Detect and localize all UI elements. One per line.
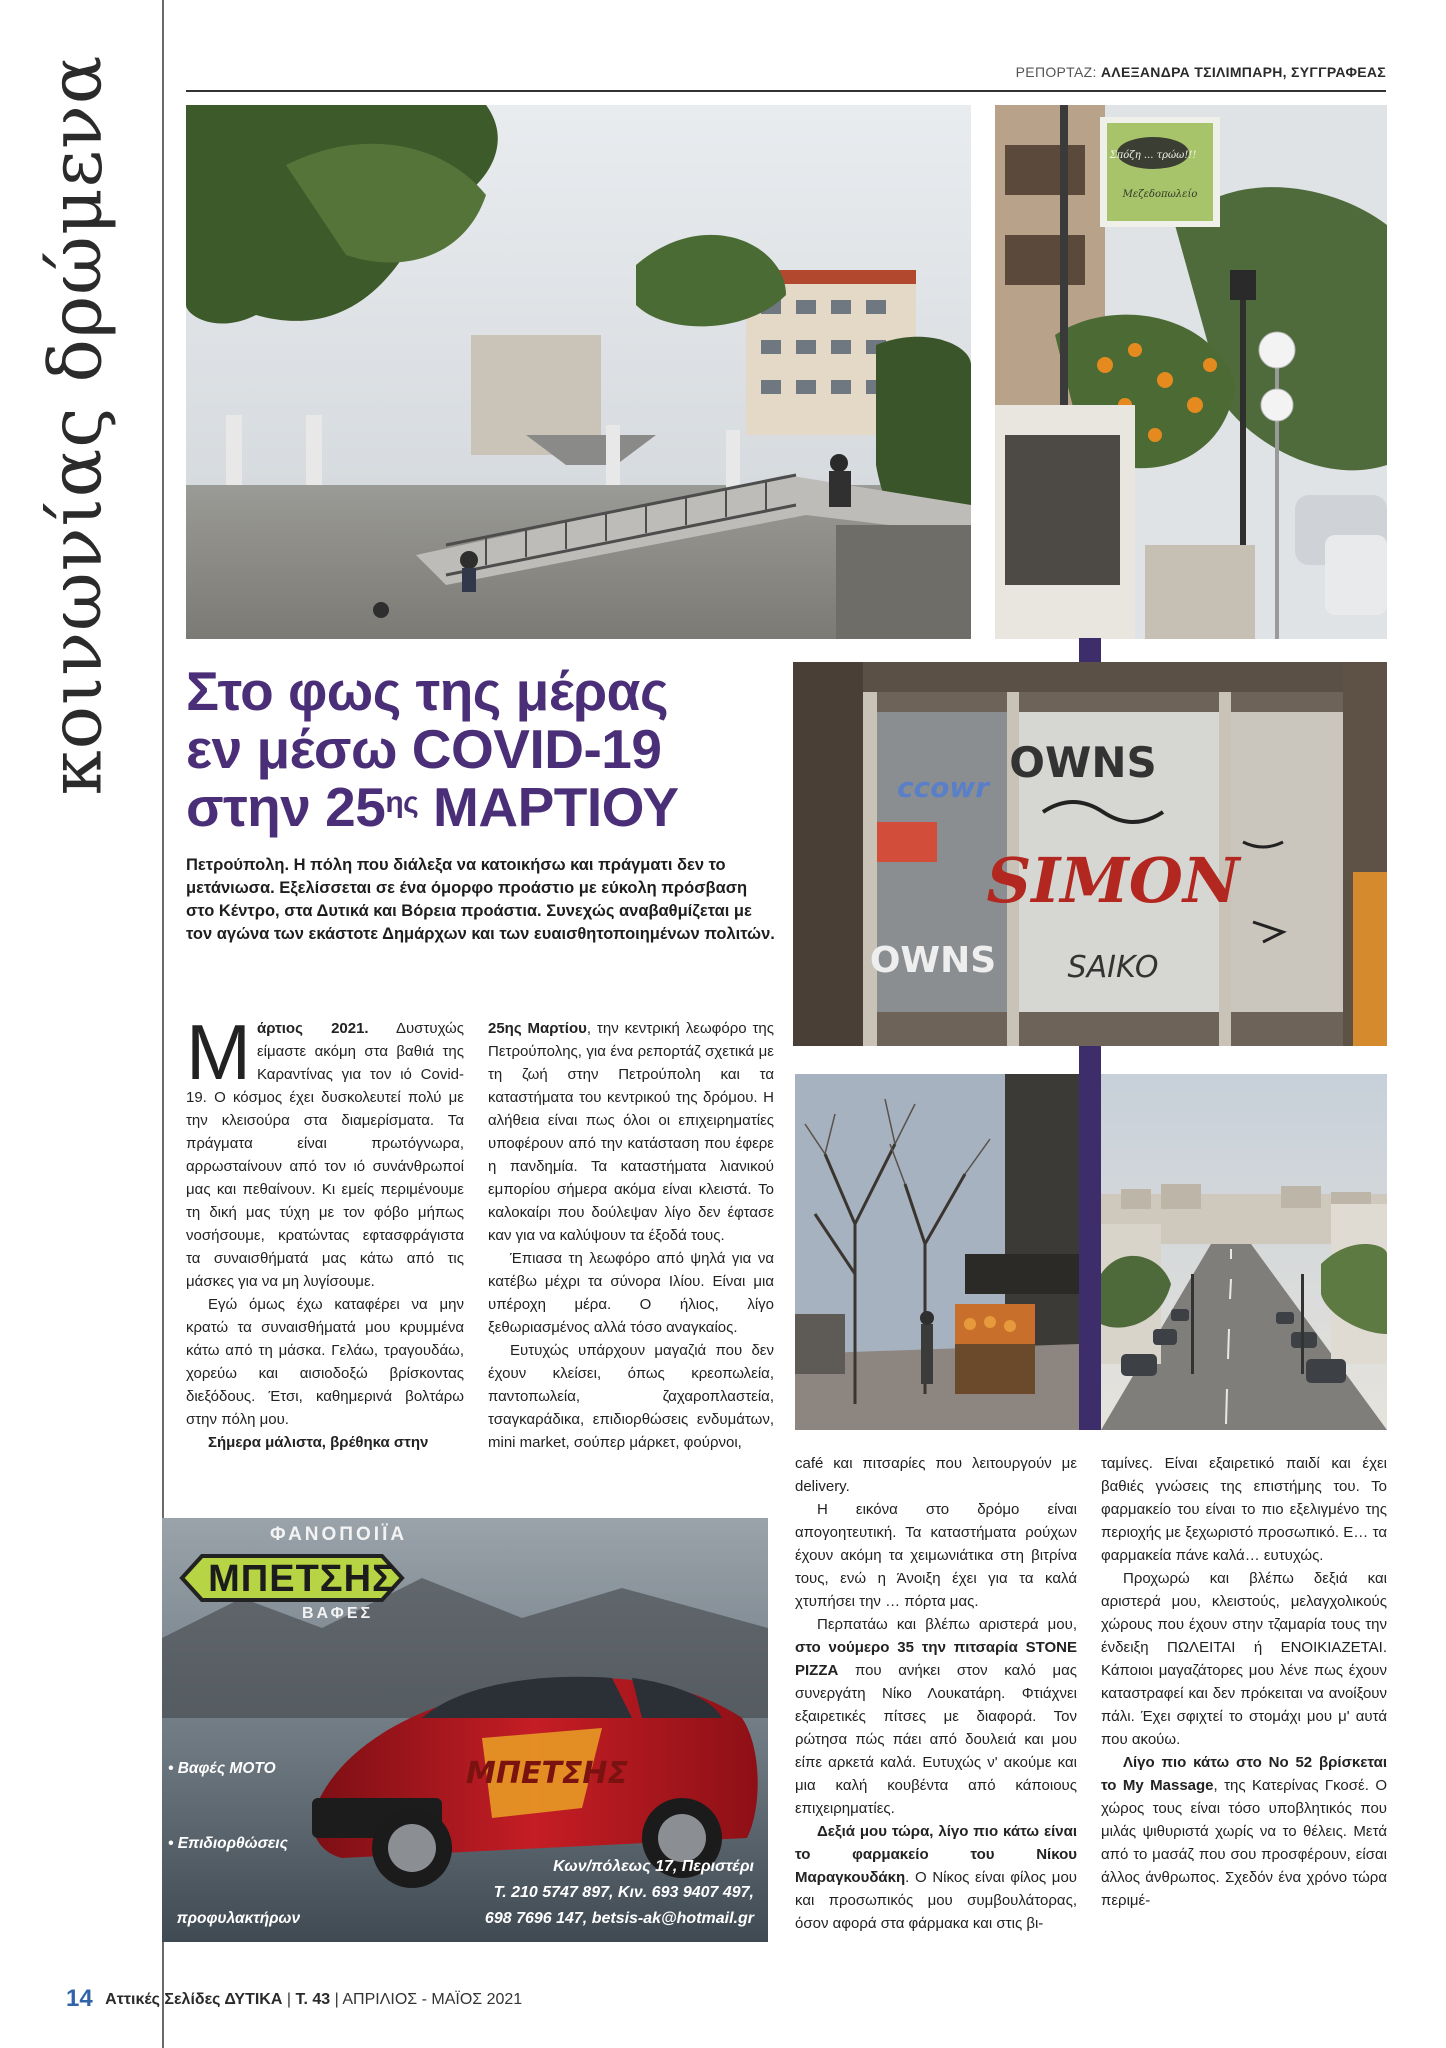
byline-label: ΡΕΠΟΡΤΑΖ: — [1015, 64, 1097, 80]
col4-paragraph-1: ταμίνες. Είναι εξαιρετικό παιδί και έχει βαθιές γνώσεις της επιστήμης του. Το φαρμακείο του είναι το πιο εξελιγμένο της περιοχής με ξεχωριστό προσωπικό. Ε… τα φαρμακεία πάνε καλά… ευτυχώς. — [1101, 1455, 1387, 1564]
col1-paragraph-3: Σήμερα μάλιστα, βρέθηκα στην — [208, 1434, 429, 1451]
photo-graffiti-shopfront — [793, 662, 1387, 1046]
col2-paragraph-2: Έπιασα τη λεωφόρο από ψηλά για να κατέβω μέχρι τα σύνορα Ιλίου. Είναι μια υπέροχη μέρα. Ο ήλιος, λίγο ξεθωριασμένος αλλά τόσο αναγκαίος. — [488, 1250, 774, 1336]
footer-separator: | — [286, 1991, 292, 2008]
col1-paragraph-1: Μάρτιος 2021. Δυστυχώς είμαστε ακόμη στα βαθιά της Καραντίνας για τον ιό Covid-19. Ο κόσμος έχει δυσκολευτεί πολύ με την κλεισούρα στα διαμερίσματα. Τα πράγματα είναι πρωτόγνωρα, αρρωσταίνουν από τον ιό συνάνθρωποί μας και πεθαίνουν. Κι εμείς περιμένουμε τη δική μας τύχη με τον φόβο μήπως νοσήσουμε, κρατώντας εφτασφράγιστα τα συναισθήματά μας κάτω από τις μάσκες για να μη λυγίσουμε. — [186, 1008, 464, 1290]
title-line-1: Στο φως της μέρας — [186, 660, 669, 722]
page-number: 14 — [66, 1985, 93, 2012]
footer-separator: | — [334, 1991, 339, 2008]
ad-header: ΦΑΝΟΠΟΙΪΑ — [270, 1524, 408, 1545]
photo-square-overview — [186, 105, 971, 639]
ad-phone-line-1: Τ. 210 5747 897, Κιν. 693 9407 497, — [493, 1884, 754, 1901]
advertisement-body-shop — [162, 1518, 768, 1942]
col2-paragraph-1: 25ης Μαρτίου, την κεντρική λεωφόρο της Πετρούπολης, για ένα ρεπορτάζ σχετικά με τη ζωή στην Πετρούπολη και τα καταστήματα του κεντρικού της δρόμου. Η αλήθεια είναι πως όλοι οι επιχειρηματίες υποφέρουν από την κατάσταση που έφερε η πανδημία. Τα καταστήματα λιανικού εμπορίου σήμερα ακόμα είναι κλειστά. Το καλοκαίρι που δούλεψαν λίγο δεν έφτασε καν για να καλύψουν τα έξοδά τους. — [488, 1020, 775, 1244]
col3-paragraph-3: Περπατάω και βλέπω αριστερά μου, στο νούμερο 35 την πιτσαρία STONE PIZZA που ανήκει στον καλό μας συνεργάτη Νίκο Λουκατάρη. Φτιάχνει εξαιρετικές πίτσες με διαφορά. Τον ρώτησα πώς πάει από δουλειά και μου είπε αρκετά καλά. Ευτυχώς ν' ακούμε και μια καλή κουβέντα από κάποιους επιχειρηματίες. — [795, 1616, 1077, 1817]
drop-cap: Μ — [186, 1008, 251, 1096]
graffiti-tag-owns: OWNS — [1009, 738, 1157, 787]
ad-phone-line-2: 698 7696 147, betsis-ak@hotmail.gr — [484, 1910, 754, 1927]
ad-address: Κων/πόλεως 17, Περιστέρι — [553, 1858, 754, 1875]
ad-brand: ΜΠΕΤΣΗΣ — [208, 1558, 396, 1600]
col4-paragraph-2: Προχωρώ και βλέπω δεξιά και αριστερά μου, κλειστούς, μελαγχολικούς χώρους που έχουν στην τζαμαρία τους την ένδειξη ΠΩΛΕΙΤΑΙ ή ΕΝΟΙΚΙΑΖΕΤΑΙ. Κάποιοι μαγαζάτορες μου λένε πως έχουν καταστραφεί και δεν πρόκειται να ανοίξουν πάλι. Έχει σφιχτεί το στομάχι μου μ' αυτά που ακούω. — [1101, 1570, 1387, 1748]
col4-paragraph-3: Λίγο πιο κάτω στο Νο 52 βρίσκεται το My Massage, της Κατερίνας Γκοσέ. Ο χώρος τους είναι τόσο υποβλητικός που μιλάς ψιθυριστά χωρίς να το θέλεις. Μετά από το μασάζ που σου προσφέρουν, είσαι άλλος άνθρωπος. Σχεδόν ένα χρόνο τώρα περιμέ- — [1101, 1754, 1387, 1909]
header-rule — [186, 90, 1386, 92]
issue-date: ΑΠΡΙΛΙΟΣ - ΜΑΪΟΣ 2021 — [342, 1991, 523, 2008]
col3-paragraph-4: Δεξιά μου τώρα, λίγο πιο κάτω είναι το φαρμακείο του Νίκου Μαραγκουδάκη. Ο Νίκος είναι φίλος μου και προσωπικός μου συμβουλάτορας, όσον αφορά στα φάρμακα και στις βι- — [795, 1823, 1077, 1932]
ad-service-item: • Επιδιορθώσεις — [168, 1835, 288, 1852]
ad-services-list — [168, 1706, 344, 1942]
byline-author: ΑΛΕΞΑΝΔΡΑ ΤΣΙΛΙΜΠΑΡΗ, ΣΥΓΓΡΑΦΕΑΣ — [1100, 64, 1386, 80]
issue-number: Τ. 43 — [295, 1991, 331, 2008]
col2-paragraph-3: Ευτυχώς υπάρχουν μαγαζιά που δεν έχουν κλείσει, όπως κρεοπωλεία, παντοπωλεία, ζαχαροπλαστεία, τσαγκαράδικα, επιδιορθώσεις ενδυμάτων, mini market, σούπερ μάρκετ, φούρνοι, — [488, 1342, 774, 1451]
ad-service-item: προφυλακτήρων — [168, 1910, 301, 1927]
body-column-2 — [488, 1017, 774, 1454]
body-column-1 — [186, 1008, 464, 1454]
publication-name: Αττικές Σελίδες ΔΥΤΙΚΑ — [105, 1991, 283, 2008]
body-column-3 — [795, 1452, 1077, 1935]
title-line-3: στην $25^{\eta\varsigma}$ ΜΑΡΤΙΟΥ — [186, 776, 679, 838]
col3-paragraph-1: café και πιτσαρίες που λειτουργούν με delivery. — [795, 1455, 1077, 1495]
body-column-4 — [1101, 1452, 1387, 1912]
photo-street-trees — [795, 1074, 1079, 1430]
graffiti-tag-simon: SIMON — [986, 844, 1240, 917]
ad-service-item: • Βαφές ΜΟΤΟ — [168, 1760, 276, 1777]
accent-bar-between-photos — [1079, 1074, 1101, 1430]
cafe-sign-bottom-text: Μεζεδοπωλείο — [1122, 189, 1198, 200]
cafe-sign-top-text: Σπόζη ... τρώω!!! — [1109, 150, 1197, 161]
col1-paragraph-2: Εγώ όμως έχω καταφέρει να μην κρατώ τα συναισθήματά μου κρυμμένα κάτω από τη μάσκα. Γελάω, τραγουδάω, χορεύω και αισιοδοξώ βρίσκοντας διεξόδους. Έτσι, καθημερινά βολτάρω στην πόλη μου. — [186, 1296, 464, 1428]
page-footer — [66, 1985, 522, 2013]
accent-bar-top — [1079, 638, 1101, 662]
svg-text:ccowr: ccowr — [896, 771, 990, 804]
title-line-2: εν μέσω COVID-19 — [186, 718, 662, 780]
ad-subtitle: ΒΑΦΕΣ — [302, 1605, 374, 1622]
graffiti-tag-owns-2: OWNS — [869, 940, 997, 981]
graffiti-tag-saiko: SAIKO — [1067, 950, 1159, 985]
car-door-logo: ΜΠΕΤΣΗΣ — [465, 1756, 629, 1791]
photo-avenue-downhill — [1101, 1074, 1387, 1430]
col3-paragraph-2: Η εικόνα στο δρόμο είναι απογοητευτική. Τα καταστήματα ρούχων έχουν ακόμη τα χειμωνιάτικα στη βιτρίνα τους, ενώ η Άνοιξη έχει για τα καλά χτυπήσει την … πόρτα μας. — [795, 1501, 1077, 1610]
section-label: κοινωνίας δρώμενα — [33, 54, 118, 796]
byline — [1016, 64, 1386, 80]
accent-bar-mid — [1079, 1046, 1101, 1074]
photo-cafe-sign-street — [995, 105, 1387, 639]
article-lead: Πετρούπολη. Η πόλη που διάλεξα να κατοικήσω και πράγματι δεν το μετάνιωσα. Εξελίσσεται σε ένα όμορφο προάστιο με εύκολη πρόσβαση στο Κέντρο, στα Δυτικά και Βόρεια προάστια. Συνεχώς αναβαθμίζεται με τον αγώνα των εκάστοτε Δημάρχων και των ευαισθητοποιημένων πολιτών. — [186, 856, 775, 943]
article-title — [186, 662, 766, 836]
